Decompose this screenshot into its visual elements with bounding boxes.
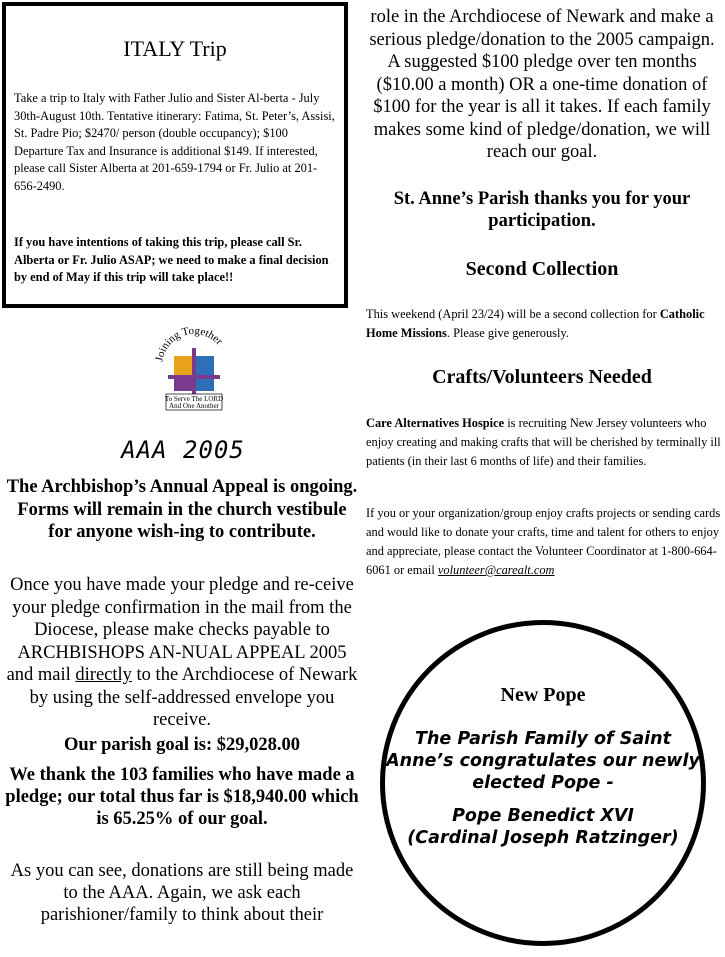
logo-motto-line1: To Serve The LORD xyxy=(164,395,224,403)
aaa-title: AAA 2005 xyxy=(121,436,245,464)
second-collection-prefix: This weekend (April 23/24) will be a second collection for xyxy=(366,307,660,321)
logo-blue-quadrant xyxy=(196,356,214,376)
logo-cross-horizontal xyxy=(168,375,220,379)
aaa-families-thanks: We thank the 103 families who have made a pledge; our total thus far is $18,940.00 which is 65.25% of our goal. xyxy=(5,765,359,829)
crafts-body2-text: If you or your organization/group enjoy crafts projects or sending cards and would like to donate your crafts, time and talent for others to enjoy and appreciate, please contact the Volunteer Coordinator at 1-800-664-6061 or email xyxy=(366,506,721,577)
new-pope-congratulations: The Parish Family of Saint Anne’s congratulates our newly elected Pope - xyxy=(386,729,700,793)
crafts-email-link[interactable]: volunteer@carealt.com xyxy=(437,563,555,577)
aaa-body-part1: Once you have made your pledge and re-ceive your pledge confirmation in the mail from the Diocese, please make checks payable to ARCHBISHOPS AN-NUAL APPEAL 2005 and mail xyxy=(6,575,354,685)
aaa-donations-paragraph: As you can see, donations are still being made to the AAA. Again, we ask each parishioner/family to think about their xyxy=(10,861,354,925)
italy-trip-notice: If you have intentions of taking this trip, please call Sr. Alberta or Fr. Julio ASAP; we need to make a final decision by end of May if this trip will take place!! xyxy=(14,235,329,284)
aaa-body-paragraph xyxy=(4,574,360,732)
aaa-continued-paragraph: role in the Archdiocese of Newark and make a serious pledge/donation to the 2005 campaign. A suggested $100 pledge over ten months ($10.00 a month) OR a one-time donation of $100 for the year is all it takes. If each family makes some kind of pledge/donation, we will reach our goal. xyxy=(369,7,715,162)
crafts-org-name: Care Alternatives Hospice xyxy=(366,416,505,430)
joining-together-logo-graphic xyxy=(148,322,240,414)
new-pope-name-line2: (Cardinal Joseph Ratzinger) xyxy=(407,828,679,848)
second-collection-body xyxy=(366,305,724,343)
new-pope-title: New Pope xyxy=(500,684,586,706)
italy-trip-body: Take a trip to Italy with Father Julio and Sister Al-berta - July 30th-August 10th. Tentative itinerary: Fatima, St. Peter’s, Assisi, St. Padre Pio; $2470/ person (double occupancy); $100 Departure Tax and Insurance is additional $149. If interested, please call Sister Alberta at 201-659-1794 or Fr. Julio at 201-656-2490. xyxy=(14,91,335,193)
new-pope-name xyxy=(380,805,706,849)
crafts-volunteers-title: Crafts/Volunteers Needed xyxy=(432,366,652,388)
logo-gold-quadrant xyxy=(174,356,192,376)
logo-motto-line2: And One Another xyxy=(169,402,219,410)
parish-thanks: St. Anne’s Parish thanks you for your participation. xyxy=(393,189,691,231)
crafts-body-paragraph-2 xyxy=(366,504,724,580)
logo-lower-blue-quadrant xyxy=(196,379,214,391)
logo-cross-vertical xyxy=(192,348,196,394)
crafts-body-paragraph-1 xyxy=(366,414,724,471)
italy-trip-title: ITALY Trip xyxy=(123,36,227,61)
logo-arc-text: Joining Together xyxy=(153,324,225,363)
second-collection-suffix: . Please give generously. xyxy=(446,326,569,340)
new-pope-name-line1: Pope Benedict XVI xyxy=(452,806,634,826)
second-collection-bold: Catholic Home Missions xyxy=(366,307,705,340)
aaa-parish-goal: Our parish goal is: $29,028.00 xyxy=(63,735,301,755)
second-collection-title: Second Collection xyxy=(465,258,619,280)
aaa-body-underlined: directly xyxy=(75,665,132,685)
crafts-body1-rest: is recruiting New Jersey volunteers who enjoy creating and making crafts that will be cherished by terminally ill patients (in their last 6 months of life) and their families. xyxy=(366,416,721,468)
aaa-lead-paragraph: The Archbishop’s Annual Appeal is ongoing. Forms will remain in the church vestibule for anyone wish-ing to contribute. xyxy=(6,477,358,542)
italy-trip-box xyxy=(2,2,348,308)
aaa-body-part2: to the Archdiocese of Newark by using the self-addressed envelope you receive. xyxy=(29,665,358,730)
joining-together-logo xyxy=(148,322,240,414)
logo-purple-quadrant xyxy=(174,379,192,391)
